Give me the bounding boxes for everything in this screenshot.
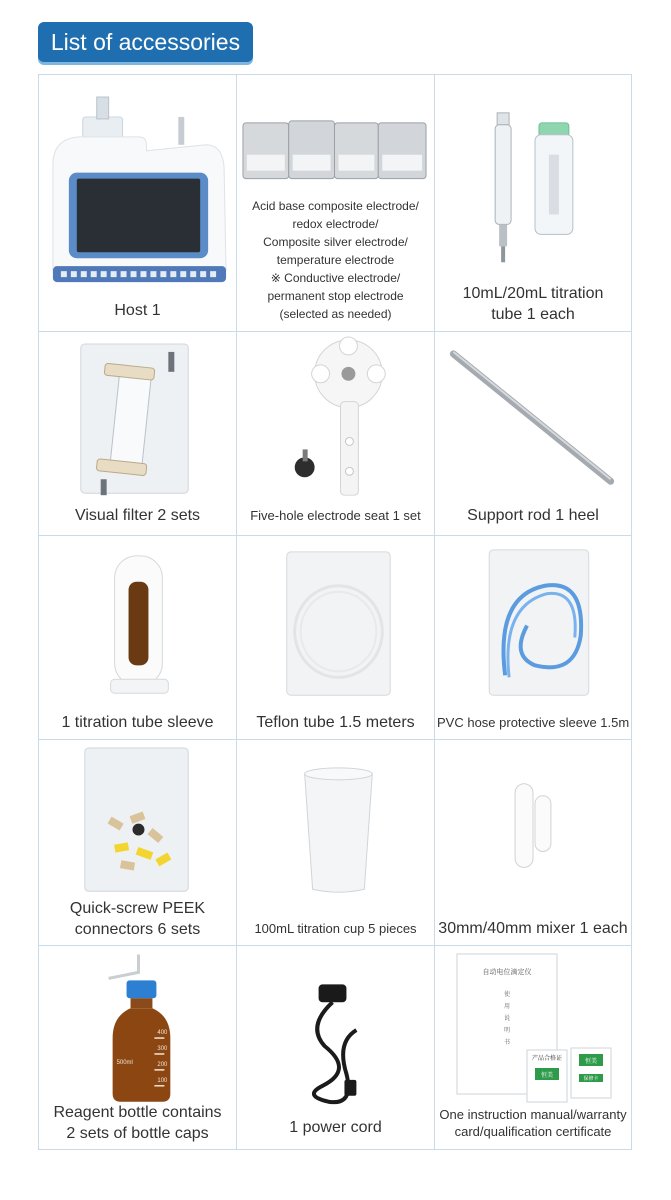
accessory-caption: 30mm/40mm mixer 1 each bbox=[438, 920, 628, 937]
titration-cup-image bbox=[237, 740, 434, 945]
accessory-reagent-bottle bbox=[39, 946, 237, 1149]
accessory-caption: 1 titration tube sleeve bbox=[61, 714, 214, 731]
accessory-tube-sleeve bbox=[39, 536, 237, 740]
electrode-seat-image bbox=[237, 332, 434, 535]
accessory-host bbox=[39, 75, 237, 332]
brand-logo-text: 恒美 bbox=[540, 1072, 554, 1079]
accessory-caption: 1 power cord bbox=[289, 1119, 382, 1136]
accessory-caption: 10mL/20mL titration tube 1 each bbox=[462, 285, 604, 323]
bottle-mark: 200 bbox=[157, 1061, 168, 1068]
accessory-titration-tubes bbox=[435, 75, 631, 332]
accessory-caption: Visual filter 2 sets bbox=[74, 507, 201, 524]
teflon-tube-image bbox=[237, 536, 434, 739]
accessory-caption: Teflon tube 1.5 meters bbox=[256, 714, 415, 731]
accessories-grid bbox=[38, 74, 632, 1150]
host-device-image bbox=[39, 75, 236, 331]
accessory-support-rod bbox=[435, 332, 631, 536]
stir-bars-image bbox=[435, 740, 631, 945]
accessory-teflon-tube bbox=[237, 536, 435, 740]
accessory-peek-connectors bbox=[39, 740, 237, 946]
pvc-hose-image bbox=[435, 536, 631, 739]
tube-sleeve-image bbox=[39, 536, 236, 739]
bottle-mark: 300 bbox=[157, 1045, 168, 1052]
cert-label: 产品合格证 bbox=[531, 1055, 563, 1062]
accessory-caption: Reagent bottle contains 2 sets of bottle caps bbox=[53, 1104, 222, 1142]
bottle-mark: 100 bbox=[157, 1077, 168, 1084]
brand-logo-text: 恒美 bbox=[584, 1058, 598, 1065]
bottle-volume: 500ml bbox=[116, 1059, 133, 1066]
manual-subtitle-char: 书 bbox=[503, 1039, 511, 1046]
manual-subtitle-char: 用 bbox=[503, 1003, 511, 1010]
accessory-electrodes bbox=[237, 75, 435, 332]
manual-subtitle-char: 使 bbox=[503, 991, 511, 998]
accessory-electrode-seat bbox=[237, 332, 435, 536]
manual-subtitle-char: 明 bbox=[503, 1027, 511, 1034]
accessory-caption: 100mL titration cup 5 pieces bbox=[254, 921, 417, 936]
bottle-mark: 400 bbox=[157, 1030, 168, 1037]
accessory-documents bbox=[435, 946, 631, 1149]
accessory-visual-filter bbox=[39, 332, 237, 536]
accessory-caption: Host 1 bbox=[114, 302, 161, 319]
accessory-caption: Quick-screw PEEK connectors 6 sets bbox=[69, 900, 206, 938]
page-title: List of accessories bbox=[38, 22, 253, 62]
manual-title: 自动电位滴定仪 bbox=[482, 968, 532, 976]
accessory-mixer bbox=[435, 740, 631, 946]
accessory-pvc-hose bbox=[435, 536, 631, 740]
accessory-caption: Five-hole electrode seat 1 set bbox=[250, 508, 421, 523]
warranty-label: 保修卡 bbox=[583, 1076, 599, 1082]
accessory-caption: PVC hose protective sleeve 1.5m bbox=[437, 715, 630, 730]
accessory-caption: One instruction manual/warranty card/qualification certificate bbox=[439, 1107, 627, 1139]
accessory-caption: Acid base composite electrode/ redox electrode/ Composite silver electrode/ temperature electrode ※ Conductive electrode/ permanent stop electrode (selected as needed) bbox=[252, 199, 419, 321]
accessory-titration-cup bbox=[237, 740, 435, 946]
manual-subtitle-char: 说 bbox=[503, 1015, 511, 1022]
accessory-power-cord bbox=[237, 946, 435, 1149]
accessory-caption: Support rod 1 heel bbox=[467, 507, 599, 524]
